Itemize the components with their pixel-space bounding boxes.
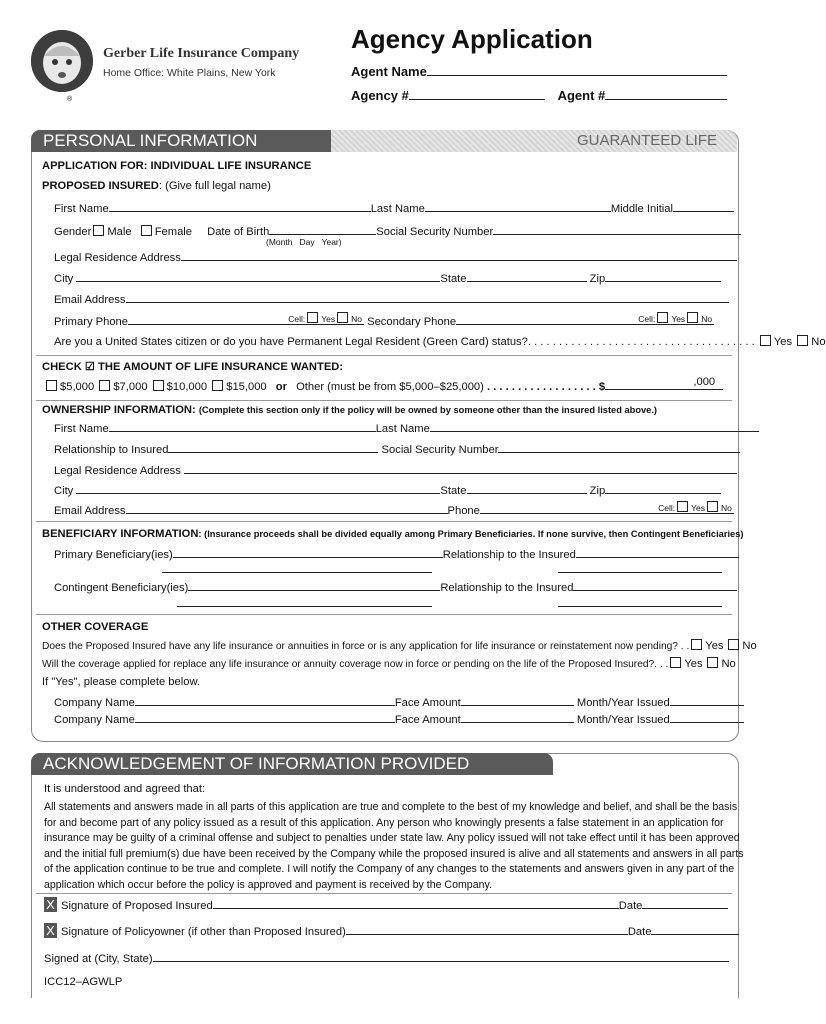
owner-first-name-field[interactable]: [109, 420, 376, 432]
divider: [36, 400, 732, 401]
beneficiary-heading: [42, 528, 743, 540]
understood-text: It is understood and agreed that:: [44, 783, 206, 795]
owner-phone-label: Phone: [447, 505, 480, 517]
city-label: City: [54, 273, 74, 285]
zip-label: Zip: [589, 273, 606, 285]
citizen-yes-checkbox[interactable]: [760, 335, 771, 346]
cell-label: Cell:: [288, 314, 306, 324]
divider: [36, 614, 732, 615]
insured-address-field[interactable]: [181, 249, 737, 261]
primary-beneficiary-field[interactable]: [173, 546, 443, 558]
contingent-beneficiary-field[interactable]: [188, 579, 440, 591]
signature-x-icon: X: [44, 897, 57, 912]
amount-heading: [42, 360, 343, 373]
dollar-sign: $: [598, 381, 606, 393]
contingent-relationship-field[interactable]: [573, 579, 737, 591]
month-year-label: Month/Year Issued: [576, 697, 670, 709]
insured-first-name-field[interactable]: [109, 200, 371, 212]
agency-row: [351, 88, 727, 103]
amount-7000-checkbox[interactable]: [99, 380, 110, 391]
amount-15000-checkbox[interactable]: [212, 380, 223, 391]
insured-signature-label: Signature of Proposed Insured: [61, 900, 213, 912]
insured-city-field[interactable]: [76, 270, 440, 282]
coverage-row-1: [54, 694, 744, 709]
other-coverage-title: OTHER COVERAGE: [42, 621, 149, 633]
q1-no-label: No: [742, 640, 757, 652]
check-label: CHECK: [42, 361, 82, 373]
face-amount-label: Face Amount: [394, 697, 461, 709]
proposed-insured-heading: [42, 180, 271, 192]
secondary-phone-field[interactable]: [456, 313, 714, 325]
owner-address-field[interactable]: [184, 462, 737, 474]
insured-state-field[interactable]: [467, 270, 587, 282]
insured-address-row: [54, 249, 737, 264]
owner-last-name-field[interactable]: [430, 420, 759, 432]
q2-no-label: No: [721, 658, 736, 670]
proposed-insured-label: PROPOSED INSURED: [42, 180, 159, 192]
company-name-label: Company Name: [54, 714, 135, 726]
company-name-label: Company Name: [54, 697, 135, 709]
ssn-label: Social Security Number: [376, 226, 494, 238]
company-name-field-2[interactable]: [135, 711, 395, 723]
male-checkbox[interactable]: [93, 225, 104, 236]
coverage-q2-text: Will the coverage applied for replace any life insurance or annuity coverage now in force or pending on the life of the Proposed Insured?. . .: [42, 659, 669, 670]
owner-cell-yes-checkbox[interactable]: [677, 501, 688, 512]
secondary-cell-yes-checkbox[interactable]: [657, 312, 668, 323]
ack-header-fill: [553, 753, 737, 775]
owner-address-label: Legal Residence Address: [54, 465, 181, 477]
yes-label: Yes: [691, 503, 705, 513]
guaranteed-life-label: GUARANTEED LIFE: [576, 132, 717, 149]
secondary-phone-label: Secondary Phone: [367, 316, 457, 328]
owner-state-field[interactable]: [467, 482, 587, 494]
month-year-field-2[interactable]: [670, 711, 744, 723]
signature-x-icon: X: [44, 923, 57, 938]
coverage-question-2: [42, 657, 736, 670]
amount-5000-label: $5,000: [60, 381, 95, 393]
female-checkbox[interactable]: [141, 225, 152, 236]
agent-number-field[interactable]: [605, 88, 727, 100]
owner-signature-label: Signature of Policyowner (if other than Proposed Insured): [61, 926, 346, 938]
yes-label: Yes: [671, 314, 686, 324]
owner-city-field[interactable]: [76, 482, 440, 494]
date-label: Date: [627, 926, 652, 938]
citizen-question-row: [54, 335, 826, 348]
agent-name-field[interactable]: [427, 64, 727, 76]
coverage-q1-text: Does the Proposed Insured have any life insurance or annuities in force or is any application for life insurance or reinstatement now pending? . .: [42, 641, 690, 652]
ack-section-header: [31, 753, 553, 775]
amount-7000-label: $7,000: [113, 381, 148, 393]
owner-first-name-label: First Name: [54, 423, 109, 435]
owner-email-row: [54, 502, 734, 517]
signed-at-label: Signed at (City, State): [44, 953, 153, 965]
primary-cell-yes-checkbox[interactable]: [307, 312, 318, 323]
guaranteed-life-banner: [331, 130, 737, 152]
amount-10000-checkbox[interactable]: [153, 380, 164, 391]
owner-ssn-field[interactable]: [498, 441, 740, 453]
amount-options-row: [44, 378, 723, 393]
ack-line: and the initial full premium(s) due have been received by the Company while the proposed insured is alive and all statements and answers in all parts: [44, 847, 744, 860]
face-amount-label: Face Amount: [394, 714, 461, 726]
insured-middle-initial-field[interactable]: [673, 200, 734, 212]
citizen-no-checkbox[interactable]: [797, 335, 808, 346]
form-code: ICC12–AGWLP: [44, 976, 123, 988]
dob-format-hint: (Month Day Year): [266, 237, 342, 247]
registered-mark: ®: [67, 96, 73, 103]
ack-line: application which occur before the policy is approved and payment is received by the Company.: [44, 878, 492, 891]
owner-last-name-label: Last Name: [375, 423, 430, 435]
divider: [36, 355, 732, 356]
baby-face-icon: [31, 30, 93, 92]
female-label: Female: [154, 226, 192, 238]
page-title: Agency Application: [351, 24, 593, 54]
agent-name-row: [351, 64, 727, 79]
insured-signature-field[interactable]: [213, 897, 619, 909]
or-label: or: [275, 381, 287, 393]
face-amount-field-1[interactable]: [461, 694, 574, 706]
owner-relationship-row: [54, 441, 740, 456]
other-amount-label: Other (must be from $5,000–$25,000): [296, 381, 484, 393]
state-label: State: [440, 273, 467, 285]
cell-label: Cell:: [658, 503, 676, 513]
ownership-title: OWNERSHIP INFORMATION:: [42, 404, 196, 416]
insured-phone-row: [54, 313, 714, 328]
primary-cell-no-checkbox[interactable]: [337, 312, 348, 323]
ack-line: of the application continue to be true and complete. I will notify the Company of any changes to the statements and answers given in any part of the: [44, 863, 735, 876]
citizen-yes-label: Yes: [773, 336, 793, 348]
contingent-beneficiary-line-2[interactable]: [177, 606, 432, 607]
beneficiary-note: : (Insurance proceeds shall be divided equally among Primary Beneficiaries. If none survive, then Contingent Beneficiaries): [198, 529, 744, 539]
divider: [36, 893, 732, 894]
q1-yes-label: Yes: [705, 640, 724, 652]
email-label: Email Address: [54, 294, 126, 306]
citizen-no-label: No: [811, 336, 826, 348]
ownership-heading: [42, 404, 657, 416]
date-label: Date: [618, 900, 643, 912]
owner-signature-row: [44, 923, 739, 938]
owner-relationship-field[interactable]: [168, 441, 378, 453]
no-label: No: [351, 314, 362, 324]
ownership-note: (Complete this section only if the policy will be owned by someone other than the insured listed above.): [198, 405, 658, 415]
cell-label: Cell:: [638, 314, 656, 324]
primary-beneficiary-line-2[interactable]: [162, 572, 432, 573]
owner-cell-no-checkbox[interactable]: [707, 501, 718, 512]
primary-relationship-field[interactable]: [576, 546, 739, 558]
amount-10000-label: $10,000: [166, 381, 208, 393]
month-year-field-1[interactable]: [670, 694, 744, 706]
last-name-label: Last Name: [370, 203, 425, 215]
amount-15000-label: $15,000: [226, 381, 267, 393]
owner-signature-date-field[interactable]: [651, 923, 739, 935]
insured-email-field[interactable]: [126, 291, 729, 303]
owner-phone-field[interactable]: [480, 502, 734, 514]
contingent-relationship-line-2[interactable]: [558, 606, 722, 607]
insured-last-name-field[interactable]: [425, 200, 611, 212]
owner-city-label: City: [54, 485, 74, 497]
owner-signature-field[interactable]: [346, 923, 628, 935]
insured-city-row: [54, 270, 721, 285]
check-mark-icon: ☑: [84, 361, 95, 373]
insured-zip-field[interactable]: [605, 270, 721, 282]
ack-line: All statements and answers made in all parts of this application are true and complete to the best of my knowledge and belief, and shall be the basis: [44, 801, 738, 813]
contingent-beneficiary-label: Contingent Beneficiary(ies): [54, 582, 189, 594]
primary-relationship-label: Relationship to the Insured: [442, 549, 576, 561]
primary-beneficiary-label: Primary Beneficiary(ies): [54, 549, 173, 561]
dob-field[interactable]: [269, 223, 376, 235]
proposed-insured-hint: : (Give full legal name): [158, 180, 271, 192]
application-for: APPLICATION FOR: INDIVIDUAL LIFE INSURANCE: [42, 160, 312, 172]
primary-beneficiary-row: [54, 546, 739, 561]
month-year-label: Month/Year Issued: [576, 714, 670, 726]
q2-no-checkbox[interactable]: [707, 657, 718, 668]
if-yes-instruction: If "Yes", please complete below.: [42, 676, 201, 688]
owner-state-label: State: [440, 485, 467, 497]
agency-number-field[interactable]: [409, 88, 545, 100]
ack-paragraph: [44, 800, 744, 894]
divider: [36, 521, 732, 522]
dob-label: Date of Birth: [207, 226, 270, 238]
q2-yes-checkbox[interactable]: [670, 657, 681, 668]
owner-relationship-label: Relationship to Insured: [54, 444, 169, 456]
first-name-label: First Name: [54, 203, 109, 215]
thousands-suffix: ,000: [693, 376, 716, 388]
gender-dob-row: [54, 223, 741, 238]
coverage-row-2: [54, 711, 744, 726]
home-office: Home Office: White Plains, New York: [103, 67, 276, 79]
middle-initial-label: Middle Initial: [610, 203, 673, 215]
q1-no-checkbox[interactable]: [728, 639, 739, 650]
insured-name-row: [54, 200, 734, 215]
personal-section-header: [31, 130, 343, 152]
owner-zip-label: Zip: [589, 485, 606, 497]
company-name-field-1[interactable]: [135, 694, 395, 706]
owner-address-row: [54, 462, 737, 477]
primary-relationship-line-2[interactable]: [558, 572, 722, 573]
contingent-relationship-label: Relationship to the Insured: [440, 582, 574, 594]
legal-address-label: Legal Residence Address: [54, 252, 181, 264]
secondary-cell-no-checkbox[interactable]: [687, 312, 698, 323]
no-label: No: [701, 314, 713, 324]
insured-signature-date-field[interactable]: [642, 897, 728, 909]
face-amount-field-2[interactable]: [461, 711, 574, 723]
ack-line: insurance may be guilty of a criminal offense and subject to penalties under state law. Any policy issued will not take effect until it has been approved: [44, 832, 740, 845]
agent-number-label: Agent #: [557, 88, 606, 103]
male-label: Male: [107, 226, 132, 238]
q2-yes-label: Yes: [684, 658, 703, 670]
q1-yes-checkbox[interactable]: [691, 639, 702, 650]
primary-phone-label: Primary Phone: [54, 316, 128, 328]
citizen-question: Are you a United States citizen or do you have Permanent Legal Resident (Green Card) status?. . . . . . . . . . . . . . . . . . . . . . . . . . . . . . . . . . . . .: [54, 336, 755, 348]
signed-at-field[interactable]: [153, 950, 729, 962]
yes-label: Yes: [321, 314, 336, 324]
ack-section-title: ACKNOWLEDGEMENT OF INFORMATION PROVIDED: [43, 754, 470, 773]
contingent-beneficiary-row: [54, 579, 737, 594]
signed-at-row: [44, 950, 729, 965]
owner-ssn-label: Social Security Number: [381, 444, 499, 456]
insured-ssn-field[interactable]: [493, 223, 741, 235]
owner-name-row: [54, 420, 759, 435]
personal-section-title: PERSONAL INFORMATION: [43, 131, 258, 150]
no-label: No: [721, 503, 732, 513]
beneficiary-title: BENEFICIARY INFORMATION: [42, 528, 199, 540]
owner-zip-field[interactable]: [605, 482, 721, 494]
ack-line: for and become part of any policy issued as a result of this application. Any person who knowingly presents a false statement in an application for: [44, 816, 724, 829]
other-amount-field[interactable]: [605, 378, 723, 390]
company-logo: [31, 30, 93, 92]
insured-email-row: [54, 291, 729, 306]
agent-name-label: Agent Name: [351, 64, 427, 79]
owner-city-row: [54, 482, 721, 497]
amount-title: THE AMOUNT OF LIFE INSURANCE WANTED:: [98, 361, 344, 373]
primary-phone-field[interactable]: [128, 313, 364, 325]
coverage-question-1: [42, 639, 757, 652]
owner-email-field[interactable]: [126, 502, 448, 514]
company-name: Gerber Life Insurance Company: [103, 46, 300, 61]
agency-number-label: Agency #: [351, 88, 409, 103]
insured-signature-row: [44, 897, 728, 912]
owner-email-label: Email Address: [54, 505, 126, 517]
leader-dots: . . . . . . . . . . . . . . . . . .: [487, 381, 596, 393]
amount-5000-checkbox[interactable]: [46, 380, 57, 391]
gender-label: Gender: [54, 226, 92, 238]
